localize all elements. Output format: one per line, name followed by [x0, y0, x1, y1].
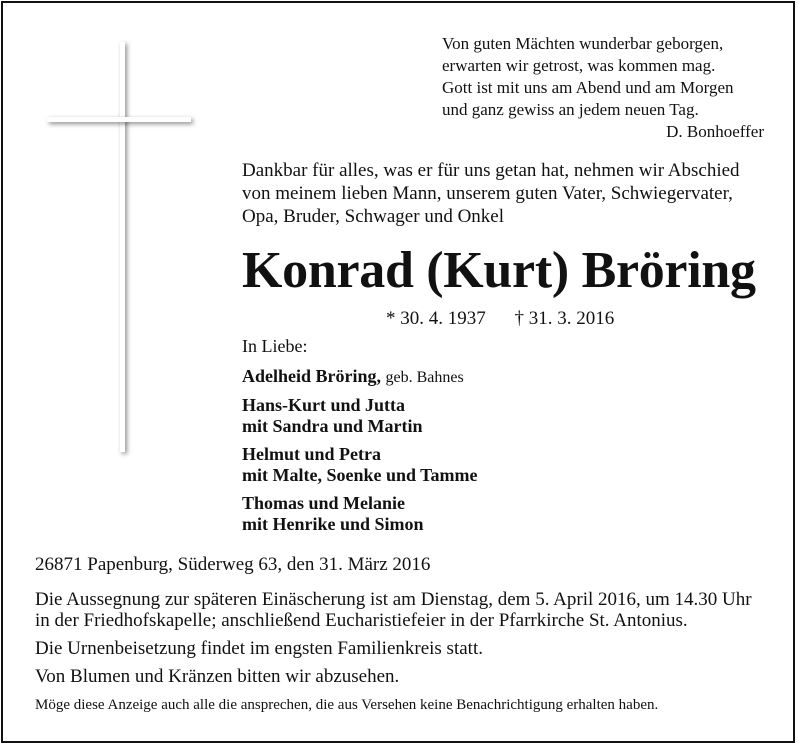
- service-line: Die Aussegnung zur späteren Einäscherung ist am Dienstag, dem 5. April 2016, um 14.30 Uhr: [35, 589, 752, 610]
- intro-line: von meinem lieben Mann, unserem guten Vater, Schwiegervater,: [242, 183, 733, 204]
- family-group-line: Thomas und Melanie: [242, 493, 406, 513]
- family-group: [242, 493, 642, 535]
- family-group-line: mit Henrike und Simon: [242, 514, 424, 534]
- cross-horizontal-beam: [47, 117, 191, 122]
- urn-burial-note: Die Urnenbeisetzung findet im engsten Familienkreis statt.: [35, 638, 483, 659]
- intro-text: [242, 159, 782, 228]
- family-label: In Liebe:: [242, 336, 308, 356]
- service-details: [35, 589, 775, 631]
- notice-note: Möge diese Anzeige auch alle die ansprechen, die aus Versehen keine Benachrichtigung erhalten haben.: [35, 697, 659, 713]
- family-group-line: Helmut und Petra: [242, 444, 381, 464]
- family-list: [242, 336, 642, 542]
- birth-date: * 30. 4. 1937: [386, 308, 486, 329]
- widow-name: Adelheid Bröring,: [242, 366, 382, 386]
- family-group-line: Hans-Kurt und Jutta: [242, 395, 406, 415]
- family-group: [242, 395, 642, 437]
- deceased-name: Konrad (Kurt) Bröring: [242, 242, 756, 299]
- cross-vertical-beam: [120, 42, 125, 452]
- poem-author: D. Bonhoeffer: [666, 122, 764, 141]
- intro-line: Opa, Bruder, Schwager und Onkel: [242, 206, 505, 227]
- poem-line: Von guten Mächten wunderbar geborgen,: [442, 34, 724, 53]
- life-dates: [386, 307, 614, 331]
- death-date: † 31. 3. 2016: [514, 308, 615, 329]
- service-line: in der Friedhofskapelle; anschließend Eucharistiefeier in der Pfarrkirche St. Antonius.: [35, 610, 688, 631]
- address-line: 26871 Papenburg, Süderweg 63, den 31. März 2016: [35, 554, 431, 575]
- service-info: [35, 589, 775, 721]
- intro-line: Dankbar für alles, was er für uns getan hat, nehmen wir Abschied: [242, 160, 740, 181]
- family-group-line: mit Sandra und Martin: [242, 416, 423, 436]
- poem-line: erwarten wir getrost, was kommen mag.: [442, 56, 716, 75]
- widow-birth-name: geb. Bahnes: [385, 369, 464, 386]
- poem: [442, 33, 772, 143]
- poem-line: und ganz gewiss an jedem neuen Tag.: [442, 100, 699, 119]
- poem-line: Gott ist mit uns am Abend und am Morgen: [442, 78, 734, 97]
- flowers-note: Von Blumen und Kränzen bitten wir abzusehen.: [35, 666, 400, 687]
- family-widow: [242, 366, 642, 388]
- family-group-line: mit Malte, Soenke und Tamme: [242, 465, 478, 485]
- family-group: [242, 444, 642, 486]
